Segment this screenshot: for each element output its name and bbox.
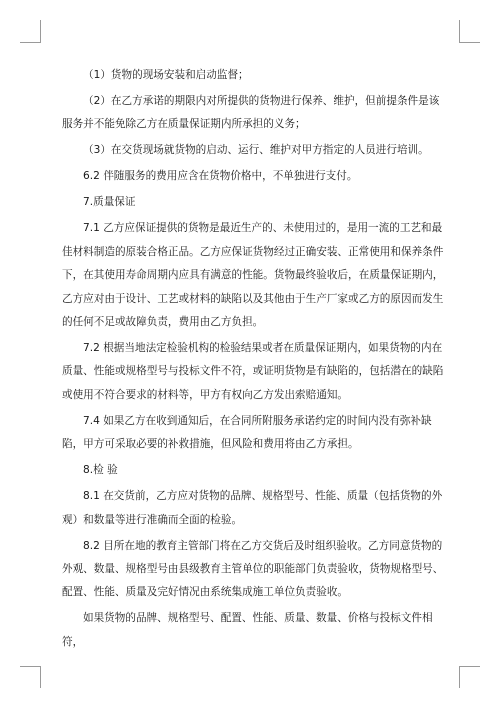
paragraph: 6.2 伴随服务的费用应含在货物价格中，不单独进行支付。 xyxy=(83,170,358,183)
crop-mark-bottom-left-h xyxy=(20,666,41,667)
section-heading: 8.检 验 xyxy=(83,464,118,477)
paragraph: 8.1 在交货前，乙方应对货物的品牌、规格型号、性能、质量（包括货物的外观）和数量等进行准确而全面的检验。 xyxy=(62,490,443,526)
paragraph: 7.2 根据当地法定检验机构的检验结果或者在质量保证期内，如果货物的内在质量、性能或规格型号与投标文件不符，或证明货物是有缺陷的，包括潜在的缺陷或使用不符合要求的材料等，甲方有权向乙方发出索赔通知。 xyxy=(62,342,444,401)
paragraph: 7.1 乙方应保证提供的货物是最近生产的、未使用过的，是用一流的工艺和最佳材料制造的原装合格正品。乙方应保证货物经过正确安装、正常使用和保养条件下，在其使用寿命周期内应具有满意的性能。货物最终验收后，在质量保证期内，乙方应对由于设计、工艺或材料的缺陷以及其他由于生产厂家或乙方的原因而发生的任何不足或故障负责，费用由乙方负担。 xyxy=(62,222,444,329)
paragraph: 8.2 目所在地的教育主管部门将在乙方交货后及时组织验收。乙方同意货物的外观、数量、规格型号由县级教育主管单位的职能部门负责验收，货物规格型号、配置、性能、质量及完好情况由系统集成施工单位负责验收。 xyxy=(62,539,444,599)
paragraph: 如果货物的品牌、规格型号、配置、性能、质量、数量、价格与投标文件相符， xyxy=(62,612,433,648)
paragraph: （3）在交货现场就货物的启动、运行、维护对甲方指定的人员进行培训。 xyxy=(83,144,429,157)
paragraph: （2）在乙方承诺的期限内对所提供的货物进行保养、维护，但前提条件是该服务并不能免除乙方在质量保证期内所承担的义务； xyxy=(62,95,440,131)
paragraph: （1）货物的现场安装和启动监督； xyxy=(83,69,249,81)
paragraph: 7.4 如果乙方在收到通知后，在合同所附服务承诺约定的时间内没有弥补缺陷，甲方可采取必要的补救措施，但风险和费用将由乙方承担。 xyxy=(62,414,432,451)
crop-mark-top-left-h xyxy=(20,42,41,43)
crop-mark-top-left-v xyxy=(40,20,41,42)
crop-mark-top-right-v xyxy=(459,20,460,42)
crop-mark-bottom-left-v xyxy=(40,666,41,688)
crop-mark-bottom-right-v xyxy=(459,666,460,688)
document-body xyxy=(62,64,444,657)
section-heading: 7.质量保证 xyxy=(83,196,136,209)
crop-mark-bottom-right-h xyxy=(459,666,480,667)
crop-mark-top-right-h xyxy=(459,42,480,43)
